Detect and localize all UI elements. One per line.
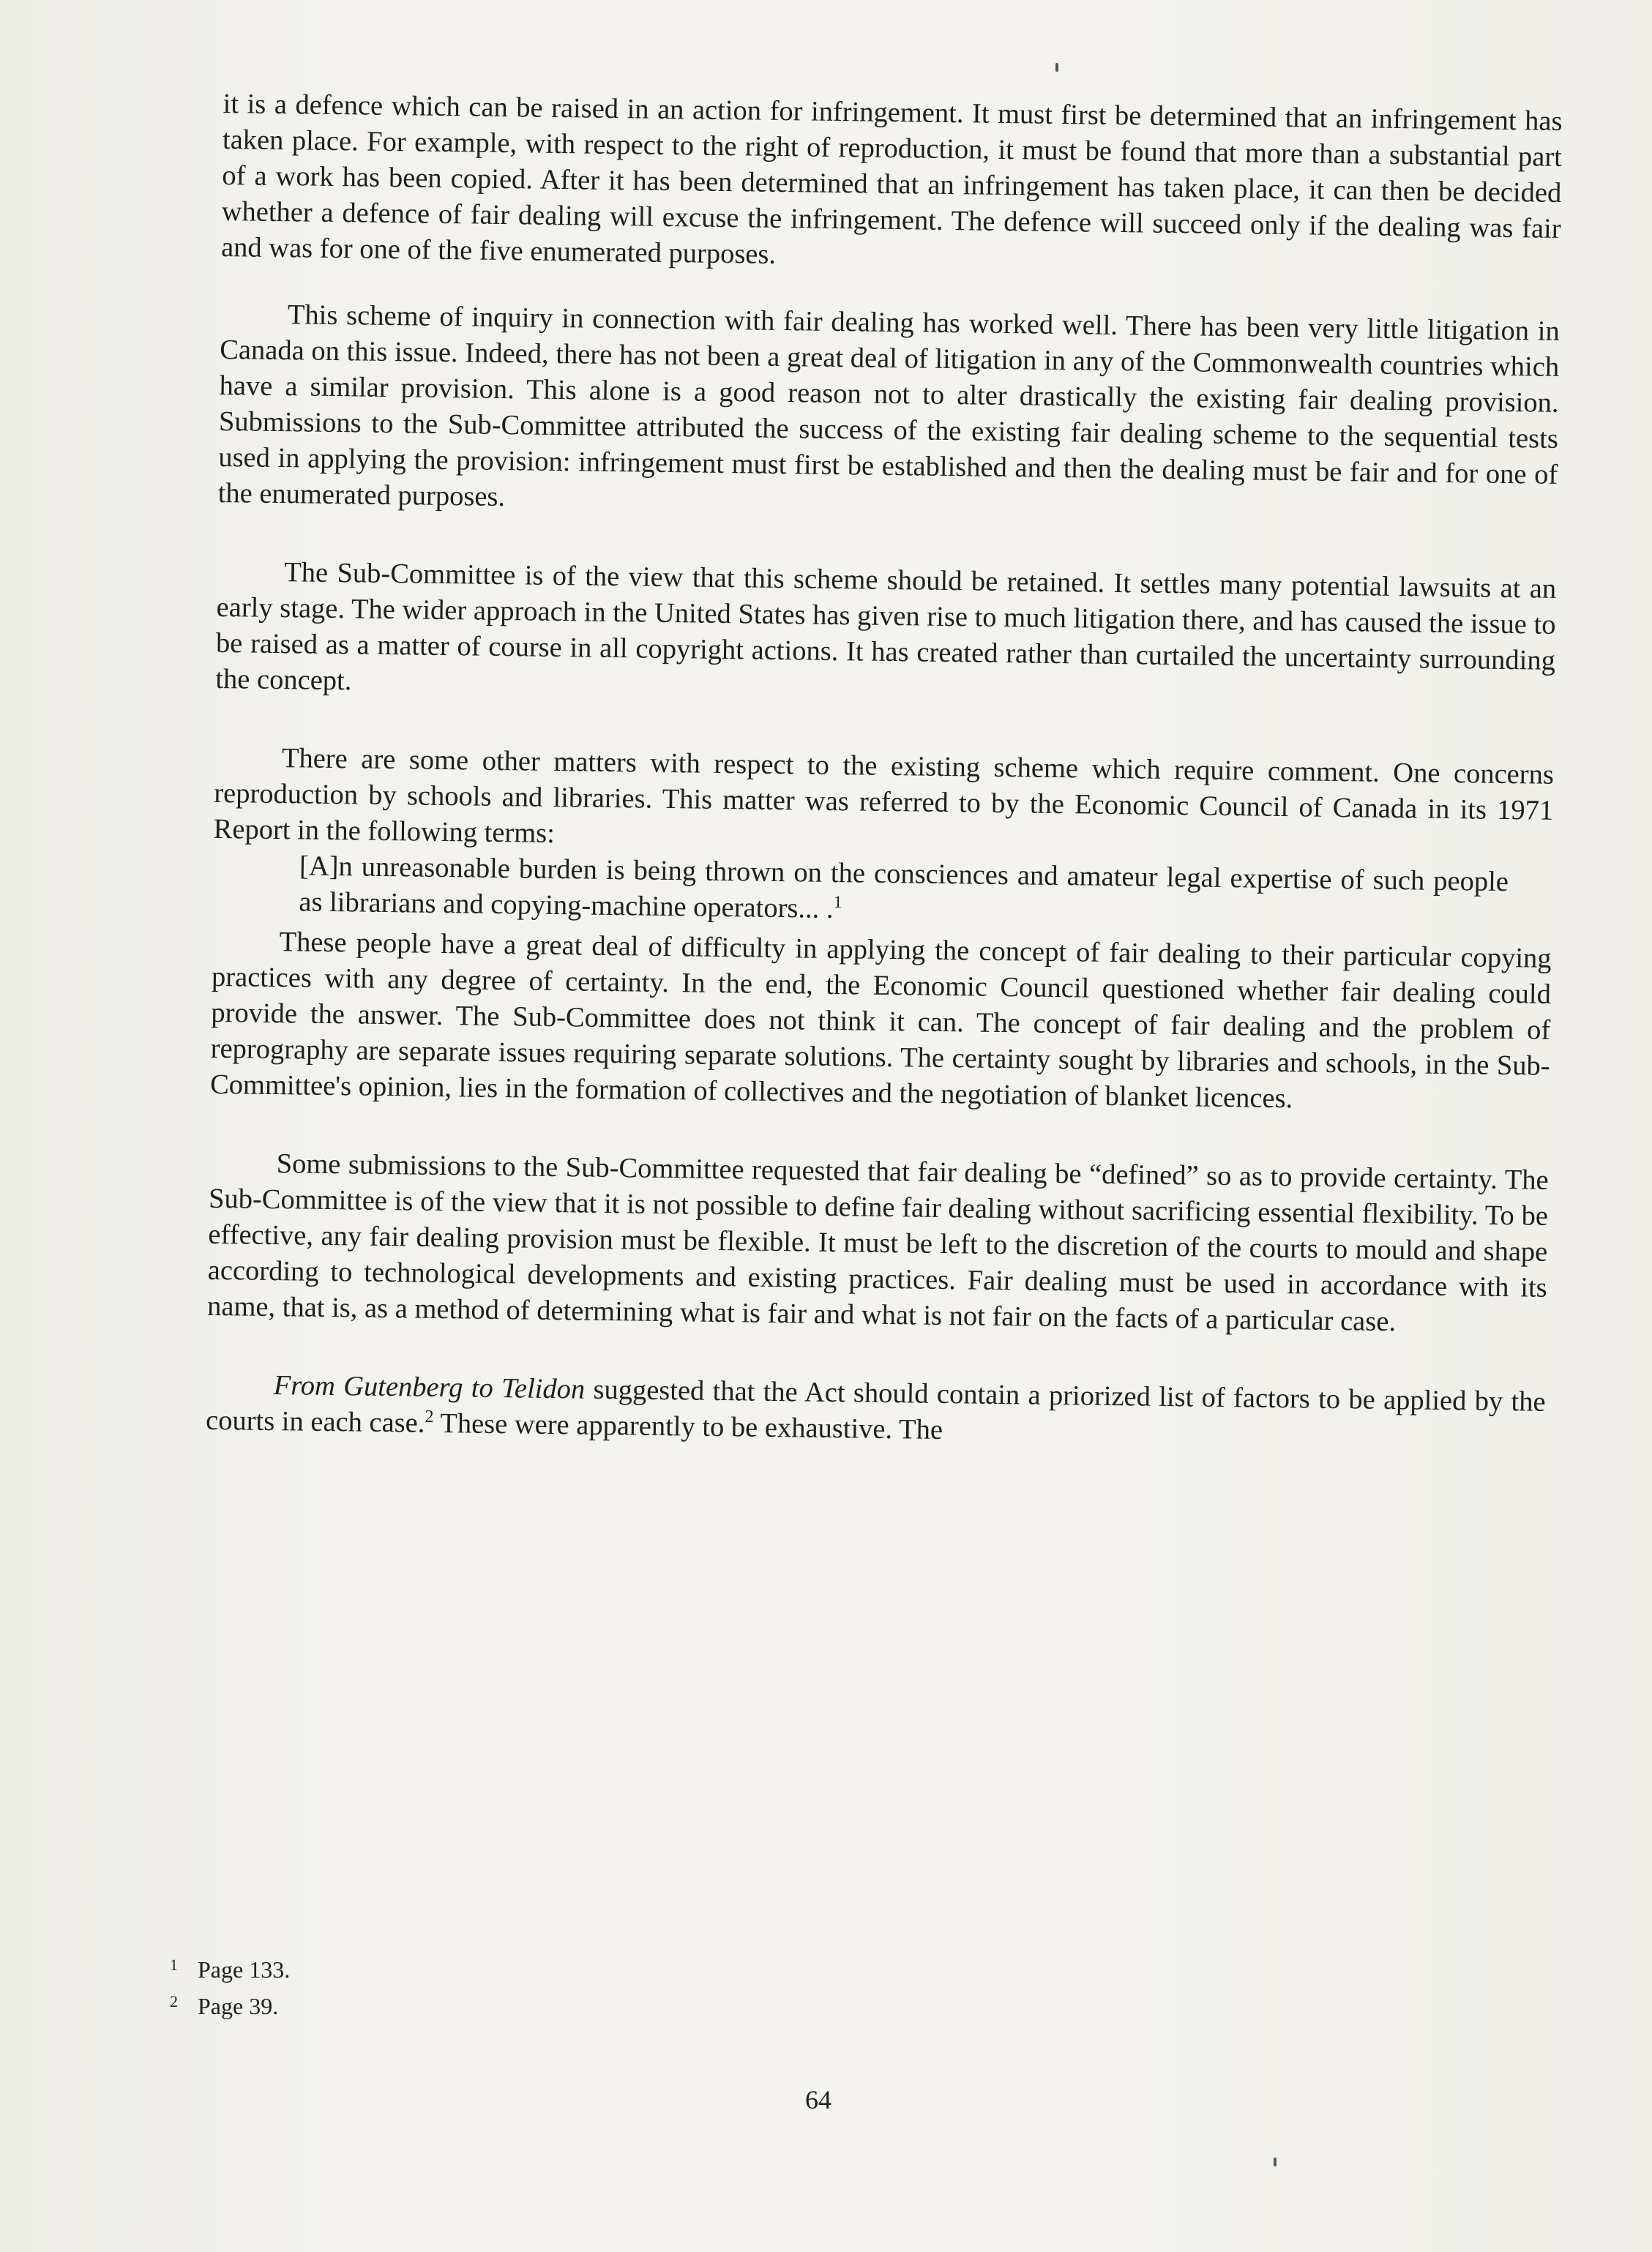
- paragraph: The Sub-Committee is of the view that this scheme should be retained. It settles many potential lawsuits at an early stage. The wider approach in the United States has given rise to much litigation there, and has caused the issue to be raised as a matter of course in all copyright actions. It has created rather than curtailed the uncertainty surrounding the concept.: [215, 557, 1557, 697]
- paragraph: This scheme of inquiry in connection with fair dealing has worked well. There has been very little litigation in Canada on this issue. Indeed, there has not been a great deal of litigation in any of the Commonwealth countries which have a similar provision. This alone is a good reason not to alter drastically the existing fair dealing provision. Submissions to the Sub-Committee attributed the success of the existing fair dealing scheme to the sequential tests used in applying the provision: infringement must first be established and then the dealing must be fair and for one of the enumerated purposes.: [217, 299, 1561, 513]
- footnote-ref: 1: [833, 893, 842, 913]
- footnote-mark: 2: [170, 1992, 178, 2010]
- paragraph: Some submissions to the Sub-Committee requested that fair dealing be “defined” so as to provide certainty. The Sub-Committee is of the view that it is not possible to define fair dealing without sacrificing essential flexibility. To be effective, any fair dealing provision must be flexible. It must be left to the discretion of the courts to mould and shape according to technological developments and existing practices. Fair dealing must be used in accordance with its name, that is, as a method of determining what is fair and what is not fair on the facts of a particular case.: [206, 1148, 1549, 1338]
- page-number: 64: [805, 2085, 831, 2114]
- footnote-mark: 1: [170, 1956, 178, 1974]
- paragraph-text: These were apparently to be exhaustive. The: [433, 1407, 943, 1446]
- footnotes: [170, 1953, 290, 2026]
- paragraph: These people have a great deal of difficulty in applying the concept of fair dealing to their particular copying practices with any degree of certainty. In the end, the Economic Council questioned whether fair dealing could provide the answer. The Sub-Committee does not think it can. The concept of fair dealing and the problem of reprography are separate issues requiring separate solutions. The certainty sought by libraries and schools, in the Sub-Committee's opinion, lies in the formation of collectives and the negotiation of blanket licences.: [209, 927, 1552, 1115]
- paragraph: [206, 1367, 1546, 1456]
- footnote-text: Page 133.: [198, 1956, 291, 1983]
- scan-speck: [1055, 63, 1058, 72]
- scan-speck: [1274, 2158, 1277, 2166]
- body-text: [206, 86, 1563, 1456]
- paragraph: it is a defence which can be raised in an action for infringement. It must first be determined that an infringement has taken place. For example, with respect to the right of reproduction, it must be found that more than a substantial part of a work has been copied. After it has been determined that an infringement has taken place, it can then be decided whether a defence of fair dealing will excuse the infringement. The defence will succeed only if the dealing was fair and was for one of the five enumerated purposes.: [220, 88, 1563, 270]
- footnote-text: Page 39.: [198, 1993, 279, 2019]
- italic-title: From Gutenberg to Telidon: [273, 1370, 586, 1405]
- paragraph-text: suggested that the Act should contain a priorized list of factors to be applied by the courts in each case.: [205, 1374, 1546, 1439]
- block-quote: [299, 848, 1509, 936]
- footnote: [170, 1953, 290, 1989]
- paragraph: There are some other matters with respect to the existing scheme which require comment. One concerns reproduction by schools and libraries. This matter was referred to by the Economic Council of Canada in its 1971 Report in the following terms:: [213, 743, 1555, 850]
- footnote: [170, 1989, 290, 2026]
- footnote-ref: 2: [425, 1407, 434, 1427]
- quote-text: [A]n unreasonable burden is being thrown on the consciences and amateur legal expertise of such people as librarians and copying-machine operators... .: [299, 850, 1509, 925]
